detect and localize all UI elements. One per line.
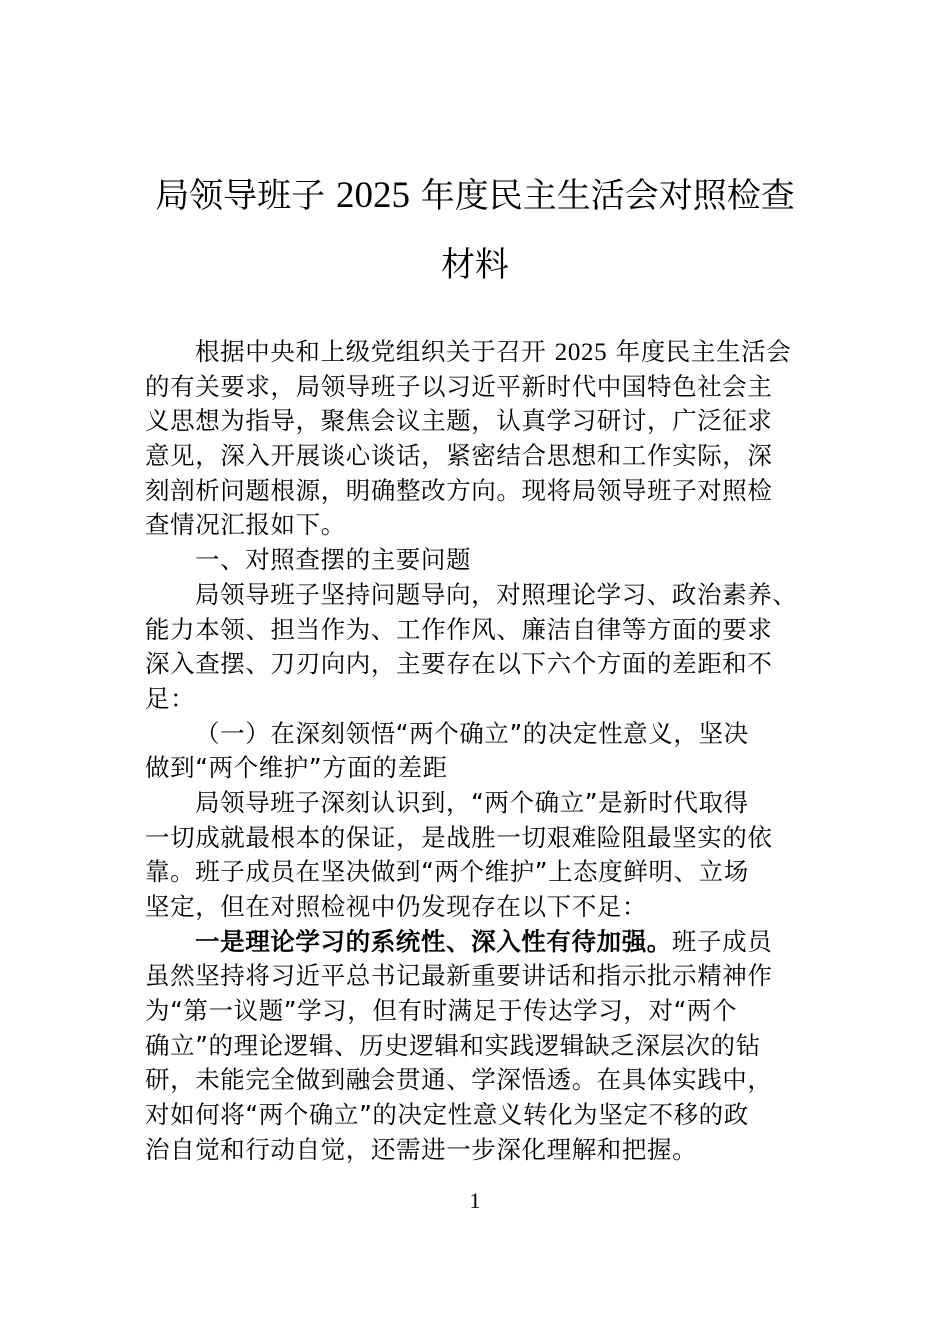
text-line [145,890,825,925]
line-text: 的有关要求，局领导班子以习近平新时代中国特色社会主 [145,371,773,401]
text-line [145,682,825,717]
text-line [145,578,825,613]
bold-lead-text: 一是理论学习的系统性、深入性有待加强。 [195,926,672,956]
line-text: 坚定，但在对照检视中仍发现存在以下不足： [145,892,647,921]
document-title-line-2 [0,245,950,285]
text-line [145,751,825,786]
line-text: 靠。班子成员在坚决做到“两个维护”上态度鲜明、立场 [145,857,749,887]
line-text: 义思想为指导，聚焦会议主题，认真学习研讨，广泛征求 [145,406,773,436]
text-line [145,1133,825,1168]
line-text: 能力本领、担当作为、工作作风、廉洁自律等方面的要求 [145,614,773,644]
title-year: 2025 [336,175,410,216]
document-title-line-1 [0,176,950,216]
title-text: 材料 [441,245,509,285]
text-line [145,370,825,405]
text-line [145,613,825,648]
text-line [145,994,825,1029]
text-line [145,821,825,856]
title-text: 局领导班子 [155,176,336,216]
text-line [145,717,825,752]
text-line [145,474,825,509]
line-text: 班子成员 [671,926,773,956]
line-text: 治自觉和行动自觉，还需进一步深化理解和把握。 [145,1134,698,1164]
line-text: 年度民主生活会 [607,337,792,366]
line-number-text: 2025 [554,339,608,366]
document-body [145,335,825,1168]
text-line [145,959,825,994]
text-line [145,508,825,543]
line-text: 根据中央和上级党组织关于召开 [195,337,555,366]
text-line [145,1063,825,1098]
page-number: 1 [469,1188,481,1213]
text-line [145,335,825,370]
line-text: 足： [145,683,196,713]
line-text: 意见，深入开展谈心谈话，紧密结合思想和工作实际，深 [145,441,773,471]
text-line [145,543,825,578]
line-text: 做到“两个维护”方面的差距 [145,753,448,783]
title-text: 年度民主生活会对照检查 [410,176,795,216]
line-text: （一）在深刻领悟“两个确立”的决定性意义，坚决 [195,718,749,748]
line-text: 深入查摆、刀刃向内，主要存在以下六个方面的差距和不 [145,649,773,679]
text-line [145,404,825,439]
line-text: 局领导班子深刻认识到，“两个确立”是新时代取得 [195,787,749,817]
line-text: 查情况汇报如下。 [145,510,346,540]
line-text: 虽然坚持将习近平总书记最新重要讲话和指示批示精神作 [145,961,773,991]
line-text: 对如何将“两个确立”的决定性意义转化为坚定不移的政 [145,1100,749,1130]
text-line [145,1098,825,1133]
text-line [145,439,825,474]
text-line [145,647,825,682]
line-text: 一切成就最根本的保证，是战胜一切艰难险阻最坚实的依 [145,822,773,852]
line-text: 研，未能完全做到融会贯通、学深悟透。在具体实践中， [145,1065,773,1095]
text-line [145,855,825,890]
text-line [145,925,825,960]
text-line [145,1029,825,1064]
line-text: 局领导班子坚持问题导向，对照理论学习、政治素养、 [195,579,798,609]
line-text: 一、对照查摆的主要问题 [195,545,472,575]
line-text: 为“第一议题”学习，但有时满足于传达学习，对“两个 [145,996,738,1026]
line-text: 确立”的理论逻辑、历史逻辑和实践逻辑缺乏深层次的钻 [145,1030,761,1060]
line-text: 刻剖析问题根源，明确整改方向。现将局领导班子对照检 [145,475,773,505]
text-line [145,786,825,821]
